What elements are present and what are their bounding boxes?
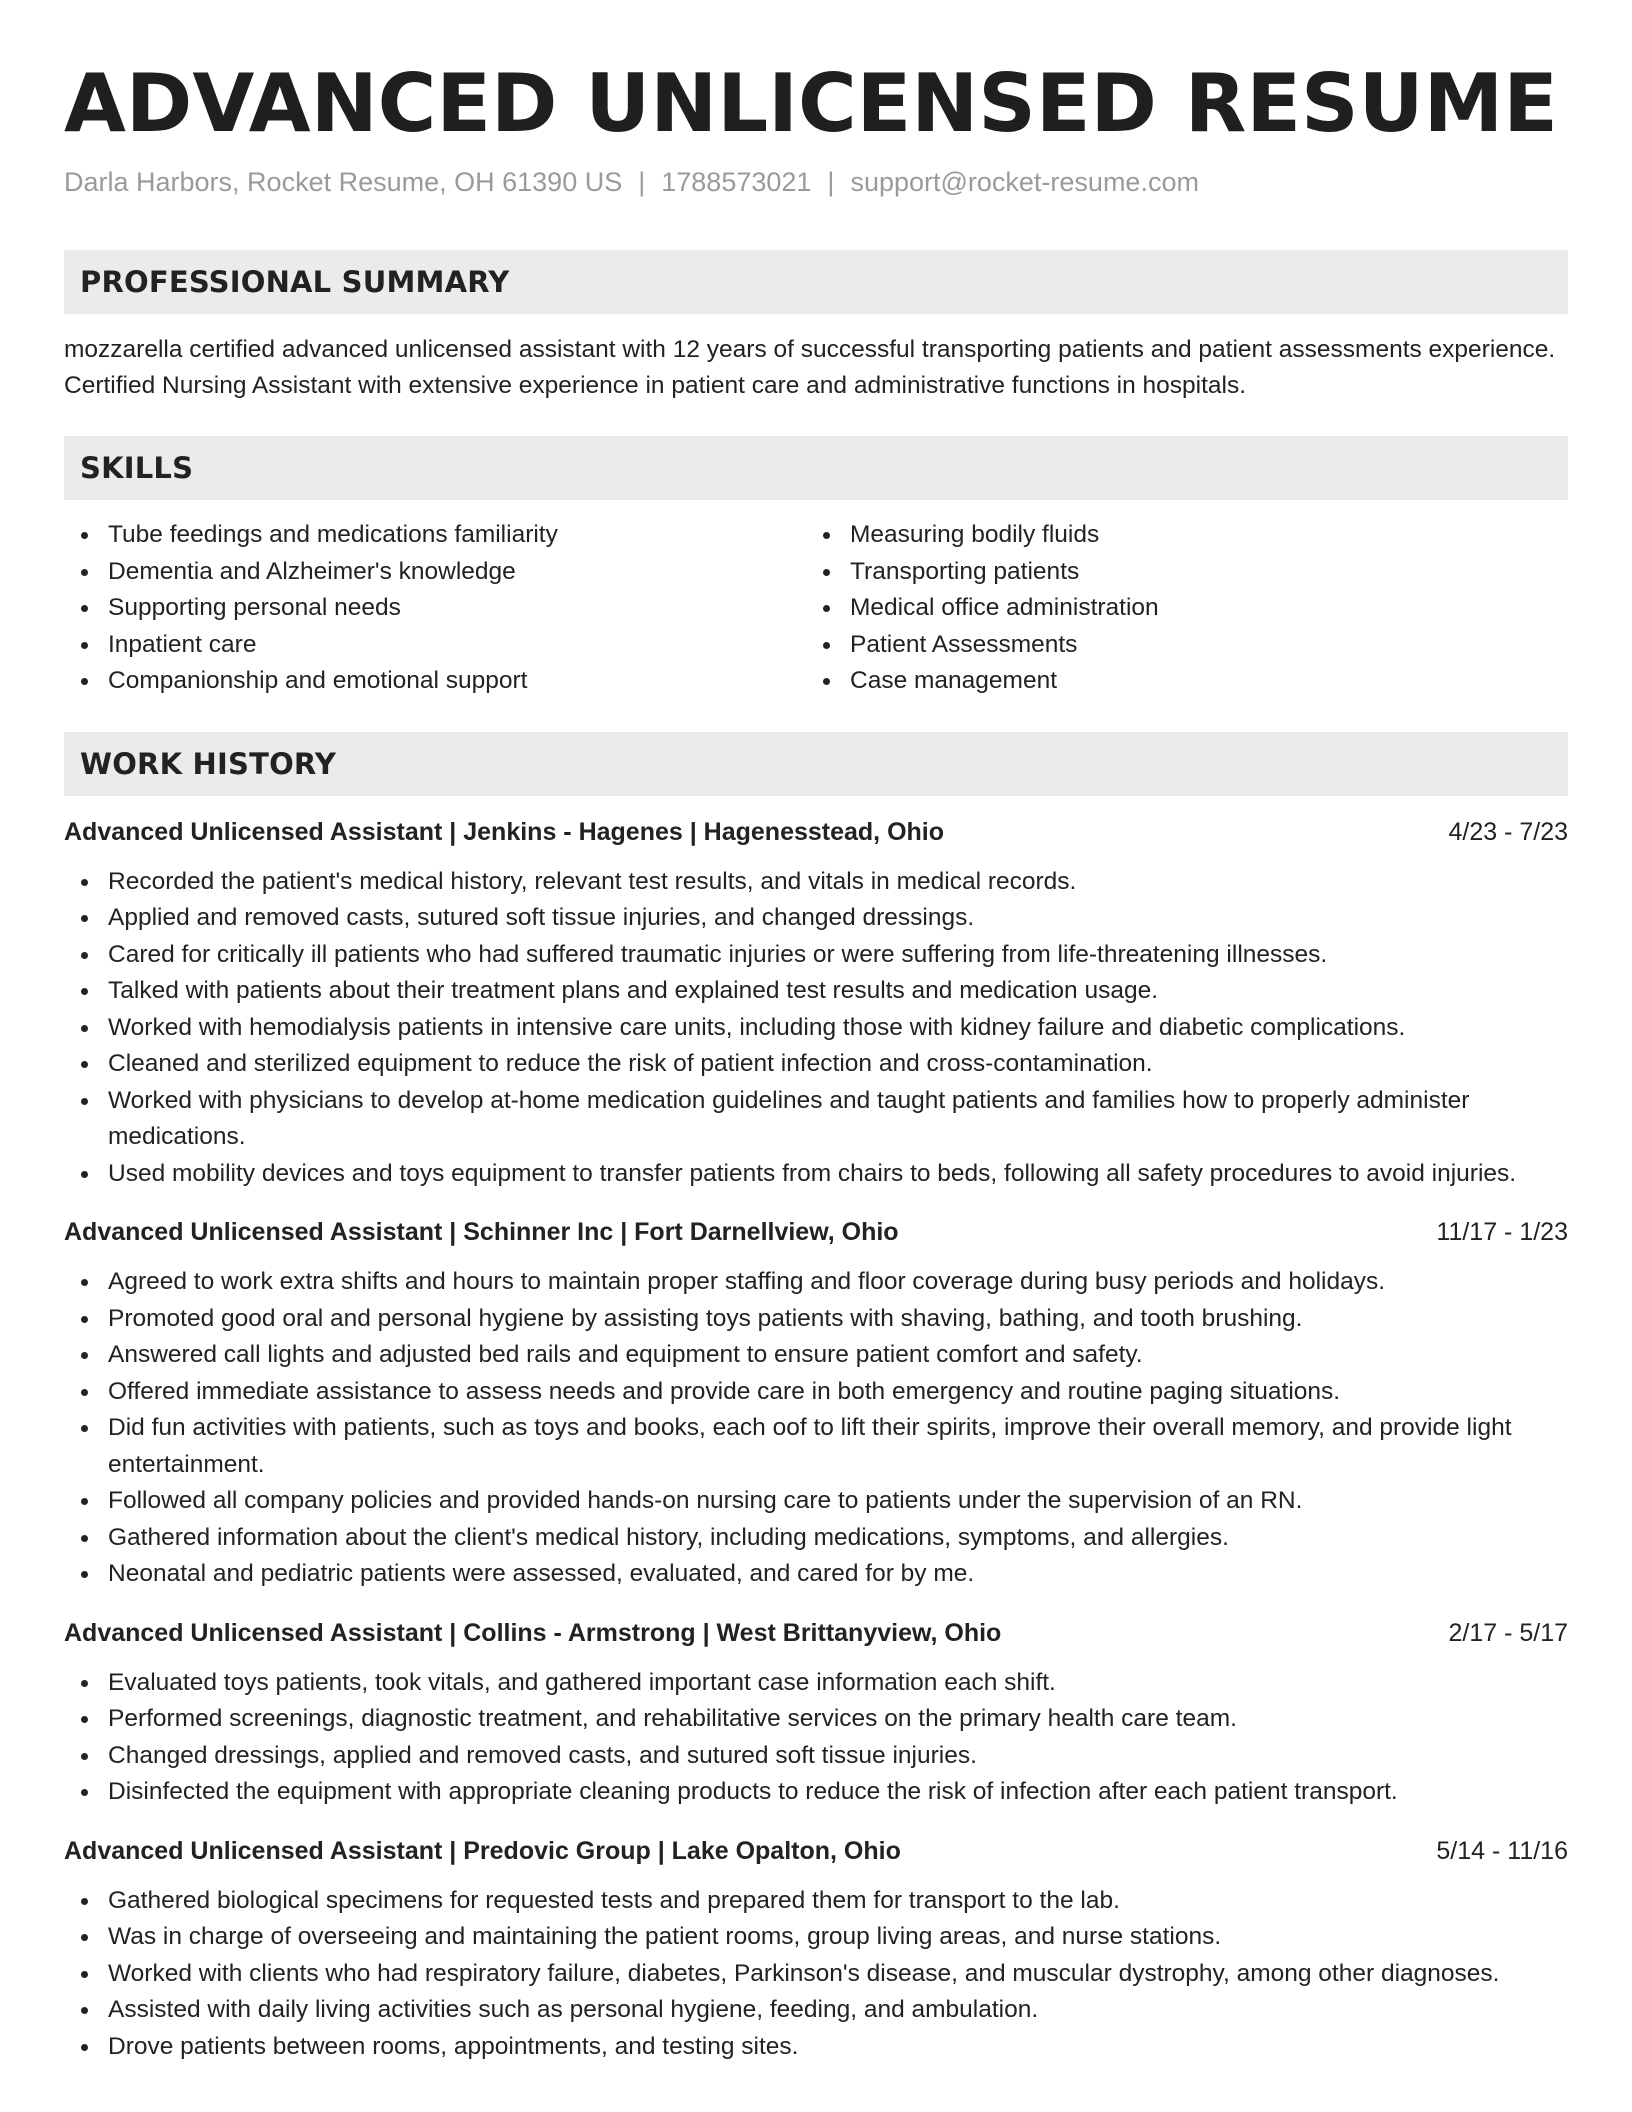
job-entry [64,1833,1568,2066]
job-bullets [64,1665,1568,1811]
job-bullets [64,1264,1568,1593]
job-entry [64,814,1568,1193]
contact-address: Darla Harbors, Rocket Resume, OH 61390 US [64,167,623,197]
job-header [64,814,1568,850]
job-bullet: Cared for critically ill patients who had suffered traumatic injuries or were suffering from life-threatening illnesses. [64,937,1568,974]
job-bullet: Did fun activities with patients, such as toys and books, each oof to lift their spirits, improve their overall memory, and provide light entertainment. [64,1410,1568,1483]
job-bullet: Neonatal and pediatric patients were assessed, evaluated, and cared for by me. [64,1556,1568,1593]
job-bullets [64,864,1568,1193]
job-bullet: Was in charge of overseeing and maintaining the patient rooms, group living areas, and nurse stations. [64,1919,1568,1956]
job-header [64,1833,1568,1869]
job-bullet: Drove patients between rooms, appointments, and testing sites. [64,2029,1568,2066]
summary-heading: PROFESSIONAL SUMMARY [64,250,1568,314]
job-bullet: Answered call lights and adjusted bed rails and equipment to ensure patient comfort and safety. [64,1337,1568,1374]
contact-phone: 1788573021 [661,167,812,197]
job-bullet: Cleaned and sterilized equipment to reduce the risk of patient infection and cross-contamination. [64,1046,1568,1083]
job-bullet: Worked with clients who had respiratory failure, diabetes, Parkinson's disease, and muscular dystrophy, among other diagnoses. [64,1956,1568,1993]
job-title: Advanced Unlicensed Assistant | Collins - Armstrong | West Brittanyview, Ohio [64,1618,1002,1647]
job-bullet: Applied and removed casts, sutured soft tissue injuries, and changed dressings. [64,900,1568,937]
job-bullet: Gathered biological specimens for requested tests and prepared them for transport to the lab. [64,1883,1568,1920]
job-bullet: Gathered information about the client's medical history, including medications, symptoms, and allergies. [64,1520,1568,1557]
skill-item: Supporting personal needs [64,590,806,627]
summary-text: mozzarella certified advanced unlicensed assistant with 12 years of successful transporting patients and patient assessments experience. Certified Nursing Assistant with extensive experience in patient care and administrative functions in hospitals. [64,336,1556,399]
skill-item: Case management [806,663,1548,700]
job-bullet: Followed all company policies and provided hands-on nursing care to patients under the supervision of an RN. [64,1483,1568,1520]
contact-separator: | [827,167,835,197]
job-bullet: Talked with patients about their treatment plans and explained test results and medication usage. [64,973,1568,1010]
work-history-list [64,814,1568,2066]
job-header [64,1214,1568,1250]
job-header [64,1615,1568,1651]
job-title: Advanced Unlicensed Assistant | Jenkins - Hagenes | Hagenesstead, Ohio [64,817,945,846]
job-bullet: Assisted with daily living activities such as personal hygiene, feeding, and ambulation. [64,1992,1568,2029]
job-bullets [64,1883,1568,2066]
skill-item: Dementia and Alzheimer's knowledge [64,554,806,591]
job-dates: 5/14 - 11/16 [1436,1836,1568,1865]
job-title: Advanced Unlicensed Assistant | Schinner Inc | Fort Darnellview, Ohio [64,1218,899,1246]
job-entry [64,1214,1568,1593]
contact-email: support@rocket-resume.com [850,167,1199,197]
job-dates: 4/23 - 7/23 [1448,817,1568,846]
job-bullet: Offered immediate assistance to assess needs and provide care in both emergency and routine paging situations. [64,1374,1568,1411]
job-dates: 11/17 - 1/23 [1436,1218,1568,1246]
contact-separator: | [638,167,646,197]
job-title: Advanced Unlicensed Assistant | Predovic Group | Lake Opalton, Ohio [64,1836,901,1865]
job-bullet: Changed dressings, applied and removed casts, and sutured soft tissue injuries. [64,1738,1568,1775]
skill-item: Tube feedings and medications familiarity [64,517,806,554]
job-bullet: Disinfected the equipment with appropriate cleaning products to reduce the risk of infection after each patient transport. [64,1774,1568,1811]
skill-item: Companionship and emotional support [64,663,806,700]
skill-item: Inpatient care [64,627,806,664]
resume-title: ADVANCED UNLICENSED RESUME [64,57,1558,150]
skill-item: Transporting patients [806,554,1548,591]
job-bullet: Agreed to work extra shifts and hours to maintain proper staffing and floor coverage during busy periods and holidays. [64,1264,1568,1301]
skills-list-right [806,517,1548,700]
job-bullet: Promoted good oral and personal hygiene by assisting toys patients with shaving, bathing, and tooth brushing. [64,1301,1568,1338]
job-bullet: Evaluated toys patients, took vitals, and gathered important case information each shift. [64,1665,1568,1702]
skill-item: Medical office administration [806,590,1548,627]
contact-line [64,164,1568,200]
job-bullet: Used mobility devices and toys equipment to transfer patients from chairs to beds, following all safety procedures to avoid injuries. [64,1156,1568,1193]
skills-grid [64,517,1568,700]
job-bullet: Worked with physicians to develop at-home medication guidelines and taught patients and families how to properly administer medications. [64,1083,1568,1156]
job-bullet: Recorded the patient's medical history, relevant test results, and vitals in medical records. [64,864,1568,901]
job-bullet: Worked with hemodialysis patients in intensive care units, including those with kidney failure and diabetic complications. [64,1010,1568,1047]
skills-heading: SKILLS [64,436,1568,500]
skill-item: Patient Assessments [806,627,1548,664]
job-entry [64,1615,1568,1811]
job-bullet: Performed screenings, diagnostic treatment, and rehabilitative services on the primary health care team. [64,1701,1568,1738]
job-dates: 2/17 - 5/17 [1448,1618,1568,1647]
skill-item: Measuring bodily fluids [806,517,1548,554]
skills-list-left [64,517,806,700]
work-history-heading: WORK HISTORY [64,732,1568,796]
